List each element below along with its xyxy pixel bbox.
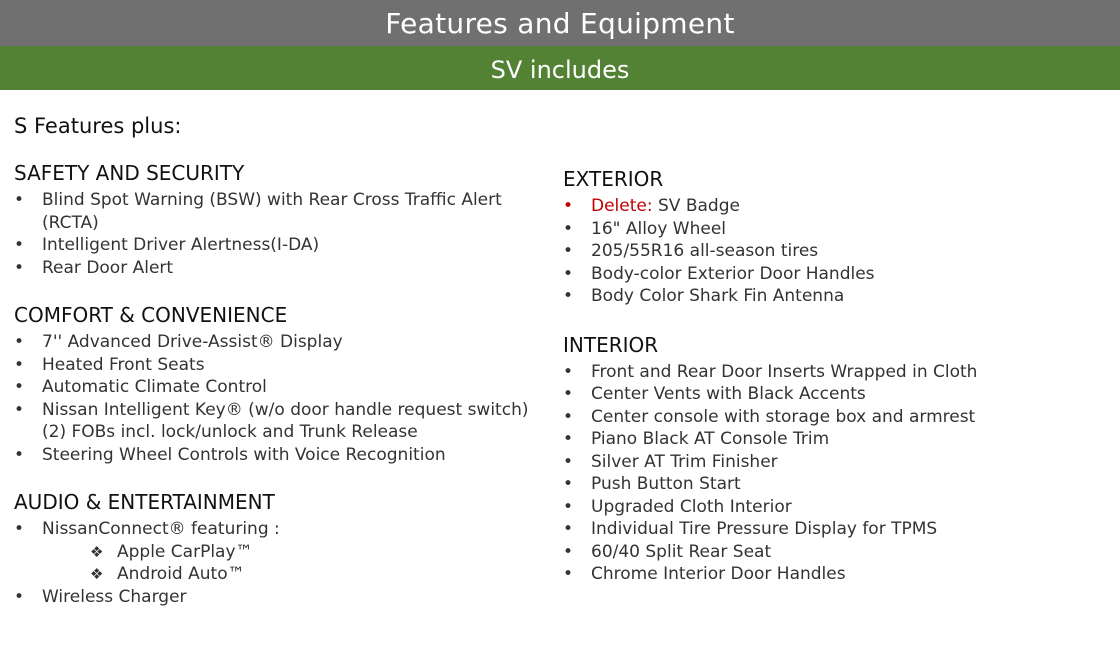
list-item-continuation: (2) FOBs incl. lock/unlock and Trunk Release xyxy=(42,422,418,442)
list-item: • Center Vents with Black Accents xyxy=(563,383,1108,406)
delete-value: SV Badge xyxy=(652,196,740,216)
right-column xyxy=(563,167,1108,586)
list-item: • Heated Front Seats xyxy=(14,354,562,377)
list-item: • Automatic Climate Control xyxy=(14,376,562,399)
list-item: • Body-color Exterior Door Handles xyxy=(563,263,1108,286)
list-item: • Body Color Shark Fin Antenna xyxy=(563,285,1108,308)
comfort-list xyxy=(14,331,562,466)
section-title-audio: AUDIO & ENTERTAINMENT xyxy=(14,490,275,514)
section-title-interior: INTERIOR xyxy=(563,332,659,357)
exterior-list xyxy=(563,195,1108,308)
page-title: Features and Equipment xyxy=(0,0,1120,46)
list-item: • Upgraded Cloth Interior xyxy=(563,496,1108,519)
list-item: • Steering Wheel Controls with Voice Recognition xyxy=(14,444,562,467)
section-title-exterior: EXTERIOR xyxy=(563,167,664,191)
list-item: • 205/55R16 all-season tires xyxy=(563,240,1108,263)
list-item: • NissanConnect® featuring : xyxy=(14,518,562,541)
left-column xyxy=(14,161,562,608)
section-title-comfort: COMFORT & CONVENIENCE xyxy=(14,303,288,327)
list-item: • Nissan Intelligent Key® (w/o door handle request switch) xyxy=(14,399,562,422)
sub-list-item: ❖ Android Auto™ xyxy=(14,563,562,586)
list-item-continuation: (RCTA) xyxy=(42,212,99,233)
list-item: • 60/40 Split Rear Seat xyxy=(563,541,1108,564)
list-item: • 7'' Advanced Drive-Assist® Display xyxy=(14,331,562,354)
sub-list-item: ❖ Apple CarPlay™ xyxy=(14,541,562,564)
list-item: • Blind Spot Warning (BSW) with Rear Cross Traffic Alert xyxy=(14,189,562,212)
list-item: • Individual Tire Pressure Display for TPMS xyxy=(563,518,1108,541)
list-item: • 16" Alloy Wheel xyxy=(563,218,1108,241)
safety-list xyxy=(14,189,562,279)
list-item: • Silver AT Trim Finisher xyxy=(563,451,1108,474)
trim-subtitle: SV includes xyxy=(0,46,1120,90)
delete-label: Delete: xyxy=(591,196,653,216)
list-item: • Piano Black AT Console Trim xyxy=(563,428,1108,451)
list-item: • Front and Rear Door Inserts Wrapped in Cloth xyxy=(563,361,1108,384)
list-item: • Push Button Start xyxy=(563,473,1108,496)
list-item: • Center console with storage box and armrest xyxy=(563,406,1108,429)
list-item: • Intelligent Driver Alertness(I-DA) xyxy=(14,234,562,257)
intro-text: S Features plus: xyxy=(14,114,182,138)
list-item: • Rear Door Alert xyxy=(14,257,562,280)
section-title-safety: SAFETY AND SECURITY xyxy=(14,161,245,185)
delete-item xyxy=(563,195,1108,218)
interior-list xyxy=(563,361,1108,586)
list-item: • Wireless Charger xyxy=(14,586,562,609)
audio-list xyxy=(14,518,562,608)
list-item: • Chrome Interior Door Handles xyxy=(563,563,1108,586)
